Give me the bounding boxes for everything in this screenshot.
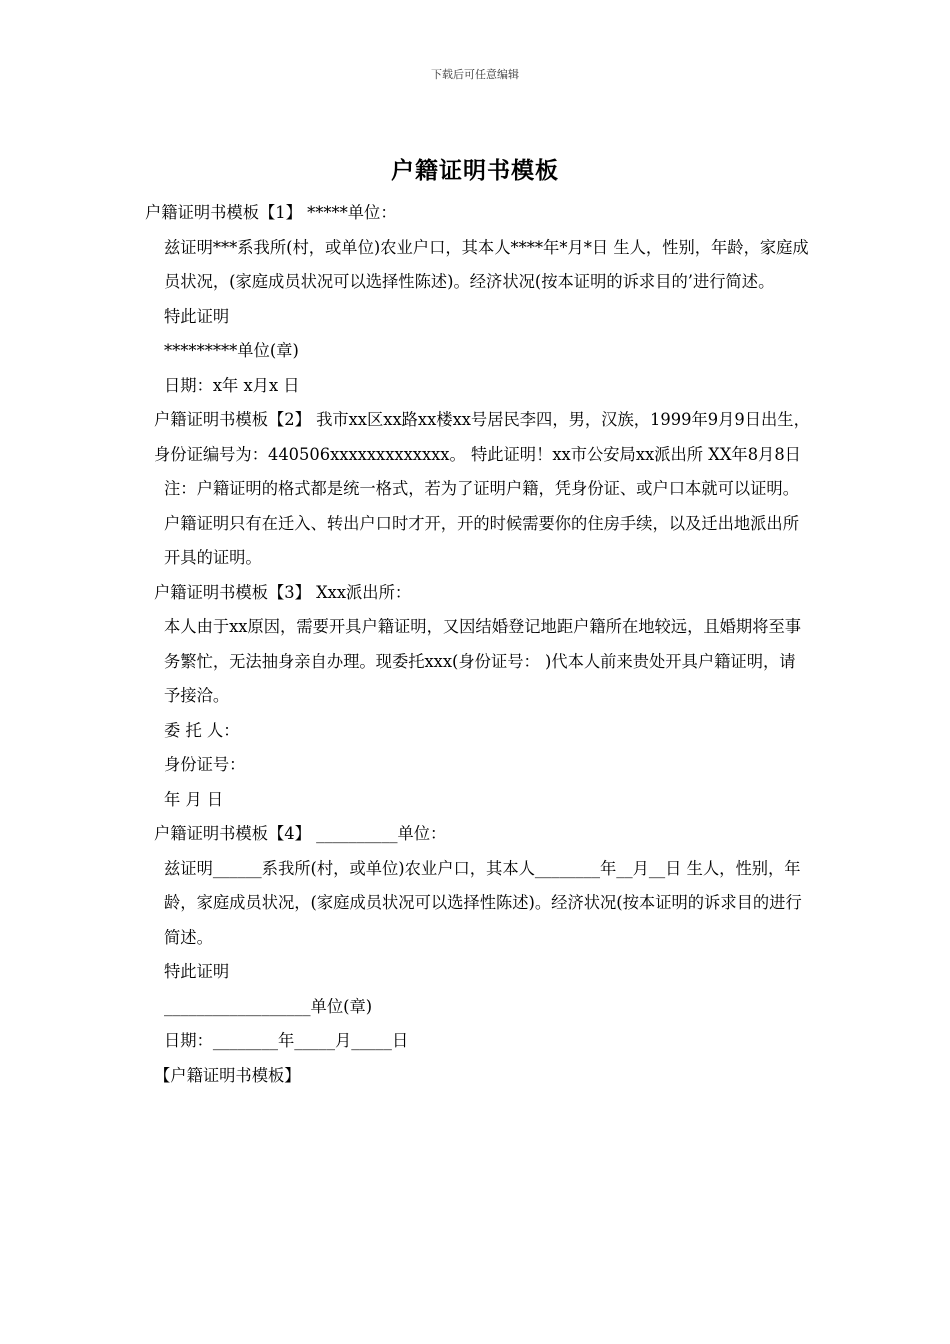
download-note: 下载后可任意编辑 — [431, 68, 519, 81]
template-3-principal: 委 托 人： — [164, 720, 240, 740]
template-2-paragraph: 户籍证明书模板【2】 我市xx区xx路xx楼xx号居民李四，男，汉族，1999年9月9日出生，身份证编号为：440506xxxxxxxxxxxxx。 特此证明！xx市公安局xx派出所 XX年8月8日 — [154, 410, 810, 464]
template-1-seal: *********单位(章) — [164, 341, 299, 360]
template-1-heading: 户籍证明书模板【1】 *****单位： — [145, 203, 397, 222]
template-3-body: 本人由于xx原因，需要开具户籍证明，又因结婚登记地距户籍所在地较远，且婚期将至事务繁忙，无法抽身亲自办理。现委托xxx(身份证号： )代本人前来贵处开具户籍证明，请予接洽。 — [164, 617, 802, 705]
template-4-date: 日期：________年_____月_____日 — [164, 1031, 409, 1050]
document-body — [145, 196, 810, 1093]
template-4-certify: 特此证明 — [164, 962, 230, 981]
template-3-id-number: 身份证号： — [164, 755, 246, 774]
template-3-heading: 户籍证明书模板【3】 Xxx派出所： — [154, 582, 412, 602]
template-1-body: 兹证明***系我所(村，或单位)农业户口，其本人****年*月*日 生人，性别，年龄，家庭成员状况，(家庭成员状况可以选择性陈述)。经济状况(按本证明的诉求目的’进行简述。 — [164, 237, 809, 291]
template-3-date: 年 月 日 — [164, 789, 224, 809]
template-1-date: 日期：x年 x月x 日 — [164, 375, 300, 395]
template-4-heading: 户籍证明书模板【4】 __________单位： — [154, 824, 447, 843]
template-1-certify: 特此证明 — [164, 306, 230, 326]
note-paragraph: 注：户籍证明的格式都是统一格式，若为了证明户籍，凭身份证、或户口本就可以证明。户籍证明只有在迁入、转出户口时才开，开的时候需要你的住房手续，以及迁出地派出所开具的证明。 — [164, 479, 799, 567]
template-4-body: 兹证明______系我所(村，或单位)农业户口，其本人________年__月__日 生人，性别，年龄，家庭成员状况，(家庭成员状况可以选择性陈述)。经济状况(按本证明的诉求目的进行简述。 — [164, 858, 802, 947]
document-title: 户籍证明书模板 — [391, 157, 559, 184]
template-footer-heading: 【户籍证明书模板】 — [154, 1065, 301, 1085]
template-4-seal: __________________单位(章) — [164, 996, 373, 1016]
